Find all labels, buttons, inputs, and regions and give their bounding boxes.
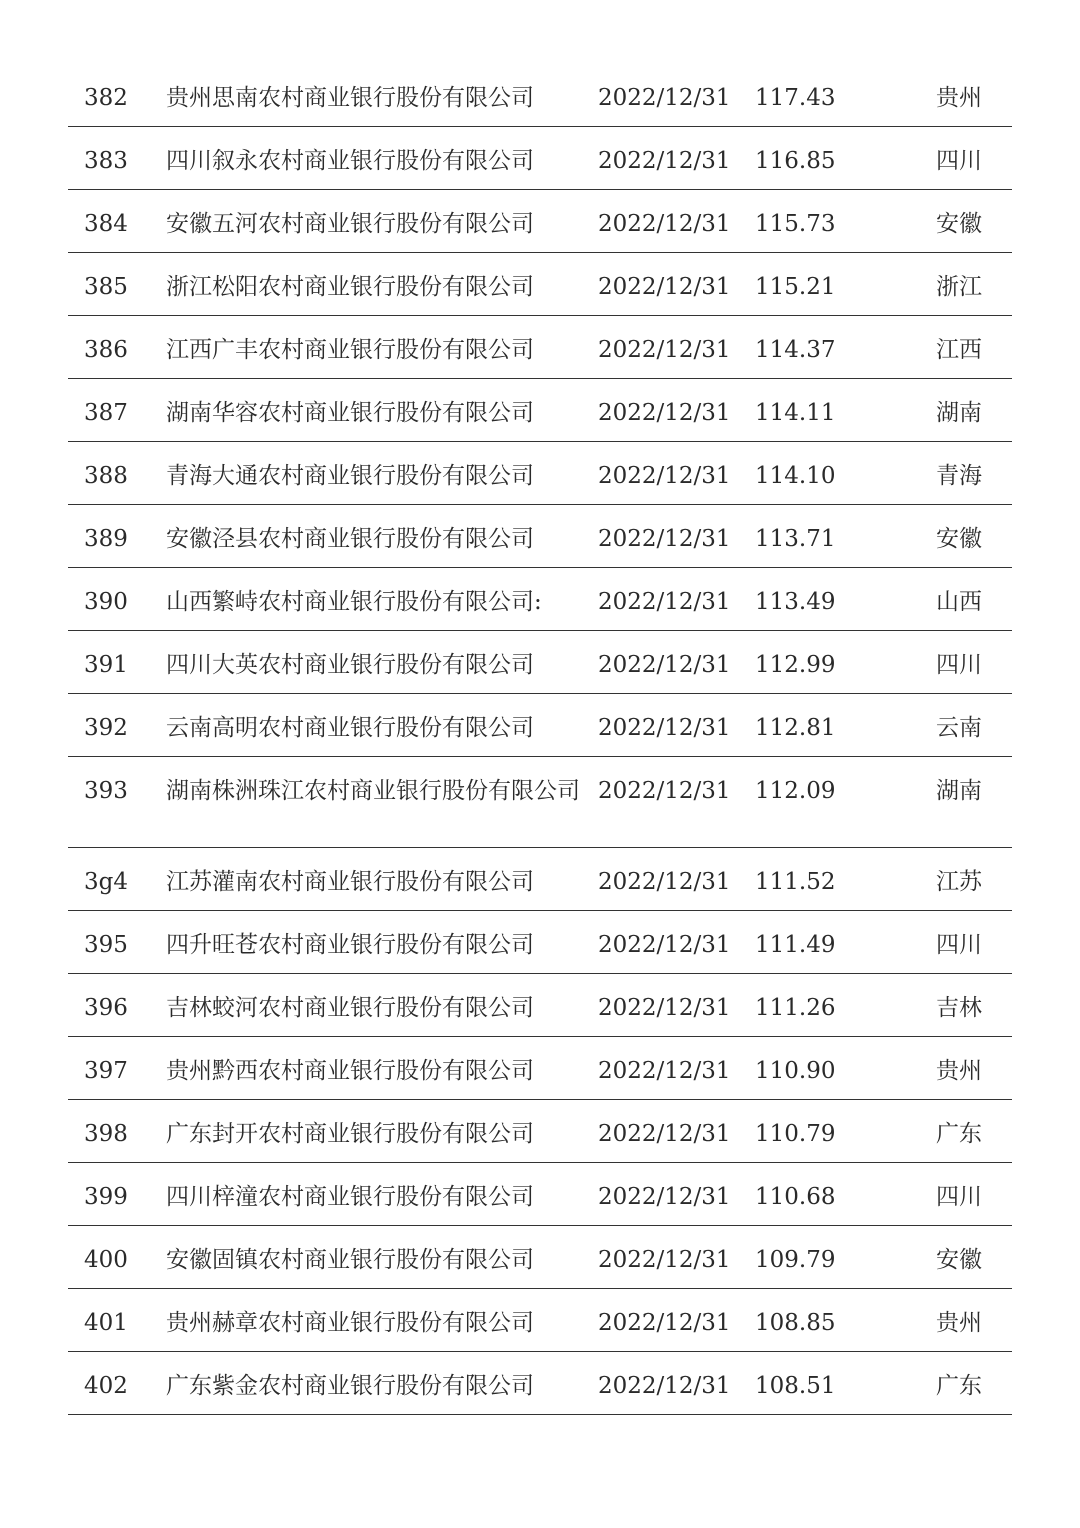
rank-cell: 389 [84,526,128,552]
bank-ranking-table [68,64,1012,1415]
bank-name-cell: 江苏灌南农村商业银行股份有限公司 [166,869,534,895]
table-row [68,64,1012,127]
date-cell: 2022/12/31 [598,400,731,426]
value-cell: 111.26 [755,995,836,1021]
table-row [68,757,1012,848]
province-cell: 四川 [936,1184,982,1210]
date-cell: 2022/12/31 [598,1310,731,1336]
rank-cell: 399 [84,1184,128,1210]
table-row [68,253,1012,316]
rank-cell: 386 [84,337,128,363]
date-cell: 2022/12/31 [598,589,731,615]
province-cell: 安徽 [936,1247,982,1273]
date-cell: 2022/12/31 [598,463,731,489]
table-row [68,379,1012,442]
bank-name-cell: 广东封开农村商业银行股份有限公司 [166,1121,534,1147]
table-row [68,190,1012,253]
bank-name-cell: 浙江松阳农村商业银行股份有限公司 [166,274,534,300]
date-cell: 2022/12/31 [598,274,731,300]
province-cell: 吉林 [936,995,982,1021]
bank-name-cell: 贵州黔西农村商业银行股份有限公司 [166,1058,534,1084]
rank-cell: 393 [84,778,128,804]
rank-cell: 390 [84,589,128,615]
table-row [68,848,1012,911]
date-cell: 2022/12/31 [598,526,731,552]
province-cell: 贵州 [936,1058,982,1084]
province-cell: 湖南 [936,400,982,426]
table-row [68,1352,1012,1415]
table-row [68,442,1012,505]
value-cell: 113.49 [755,589,836,615]
value-cell: 114.37 [755,337,836,363]
value-cell: 112.09 [755,778,836,804]
province-cell: 贵州 [936,1310,982,1336]
province-cell: 四川 [936,148,982,174]
province-cell: 四川 [936,932,982,958]
bank-name-cell: 吉林蛟河农村商业银行股份有限公司 [166,995,534,1021]
rank-cell: 385 [84,274,128,300]
table-row [68,505,1012,568]
value-cell: 108.85 [755,1310,836,1336]
date-cell: 2022/12/31 [598,715,731,741]
bank-name-cell: 安徽固镇农村商业银行股份有限公司 [166,1247,534,1273]
value-cell: 115.21 [755,274,836,300]
value-cell: 108.51 [755,1373,836,1399]
bank-name-cell: 广东紫金农村商业银行股份有限公司 [166,1373,534,1399]
bank-name-cell: 江西广丰农村商业银行股份有限公司 [166,337,534,363]
province-cell: 江西 [936,337,982,363]
table-row [68,694,1012,757]
date-cell: 2022/12/31 [598,1247,731,1273]
province-cell: 广东 [936,1121,982,1147]
date-cell: 2022/12/31 [598,211,731,237]
bank-name-cell: 安徽泾县农村商业银行股份有限公司 [166,526,534,552]
province-cell: 青海 [936,463,982,489]
table-row [68,1226,1012,1289]
rank-cell: 400 [84,1247,128,1273]
province-cell: 浙江 [936,274,982,300]
value-cell: 115.73 [755,211,836,237]
table-row [68,631,1012,694]
rank-cell: 395 [84,932,128,958]
rank-cell: 396 [84,995,128,1021]
province-cell: 广东 [936,1373,982,1399]
bank-name-cell: 山西繁峙农村商业银行股份有限公司: [166,589,542,615]
date-cell: 2022/12/31 [598,652,731,678]
date-cell: 2022/12/31 [598,995,731,1021]
value-cell: 113.71 [755,526,836,552]
date-cell: 2022/12/31 [598,1058,731,1084]
date-cell: 2022/12/31 [598,1184,731,1210]
province-cell: 安徽 [936,526,982,552]
value-cell: 110.79 [755,1121,836,1147]
value-cell: 112.81 [755,715,836,741]
table-row [68,1100,1012,1163]
date-cell: 2022/12/31 [598,932,731,958]
province-cell: 山西 [936,589,982,615]
date-cell: 2022/12/31 [598,869,731,895]
province-cell: 云南 [936,715,982,741]
table-row [68,316,1012,379]
table-row [68,127,1012,190]
table-row [68,1163,1012,1226]
rank-cell: 398 [84,1121,128,1147]
table-row [68,1037,1012,1100]
rank-cell: 391 [84,652,128,678]
rank-cell: 383 [84,148,128,174]
bank-name-cell: 安徽五河农村商业银行股份有限公司 [166,211,534,237]
date-cell: 2022/12/31 [598,337,731,363]
value-cell: 110.90 [755,1058,836,1084]
rank-cell: 384 [84,211,128,237]
table-row [68,911,1012,974]
bank-name-cell: 四升旺苍农村商业银行股份有限公司 [166,932,534,958]
value-cell: 114.11 [755,400,836,426]
rank-cell: 382 [84,85,128,111]
rank-cell: 387 [84,400,128,426]
value-cell: 110.68 [755,1184,836,1210]
province-cell: 湖南 [936,778,982,804]
value-cell: 111.52 [755,869,836,895]
value-cell: 116.85 [755,148,836,174]
date-cell: 2022/12/31 [598,1373,731,1399]
bank-name-cell: 贵州思南农村商业银行股份有限公司 [166,85,534,111]
value-cell: 117.43 [755,85,836,111]
rank-cell: 3g4 [84,869,128,895]
table-row [68,1289,1012,1352]
province-cell: 贵州 [936,85,982,111]
table-row [68,974,1012,1037]
province-cell: 四川 [936,652,982,678]
bank-name-cell: 湖南华容农村商业银行股份有限公司 [166,400,534,426]
bank-name-cell: 湖南株洲珠江农村商业银行股份有限公司 [166,778,580,804]
bank-name-cell: 四川梓潼农村商业银行股份有限公司 [166,1184,534,1210]
bank-name-cell: 四川叙永农村商业银行股份有限公司 [166,148,534,174]
rank-cell: 402 [84,1373,128,1399]
province-cell: 安徽 [936,211,982,237]
rank-cell: 401 [84,1310,128,1336]
rank-cell: 397 [84,1058,128,1084]
date-cell: 2022/12/31 [598,148,731,174]
value-cell: 111.49 [755,932,836,958]
value-cell: 109.79 [755,1247,836,1273]
date-cell: 2022/12/31 [598,778,731,804]
table-row [68,568,1012,631]
bank-name-cell: 贵州赫章农村商业银行股份有限公司 [166,1310,534,1336]
bank-name-cell: 青海大通农村商业银行股份有限公司 [166,463,534,489]
date-cell: 2022/12/31 [598,85,731,111]
bank-name-cell: 云南高明农村商业银行股份有限公司 [166,715,534,741]
date-cell: 2022/12/31 [598,1121,731,1147]
rank-cell: 388 [84,463,128,489]
value-cell: 112.99 [755,652,836,678]
province-cell: 江苏 [936,869,982,895]
value-cell: 114.10 [755,463,836,489]
rank-cell: 392 [84,715,128,741]
bank-name-cell: 四川大英农村商业银行股份有限公司 [166,652,534,678]
